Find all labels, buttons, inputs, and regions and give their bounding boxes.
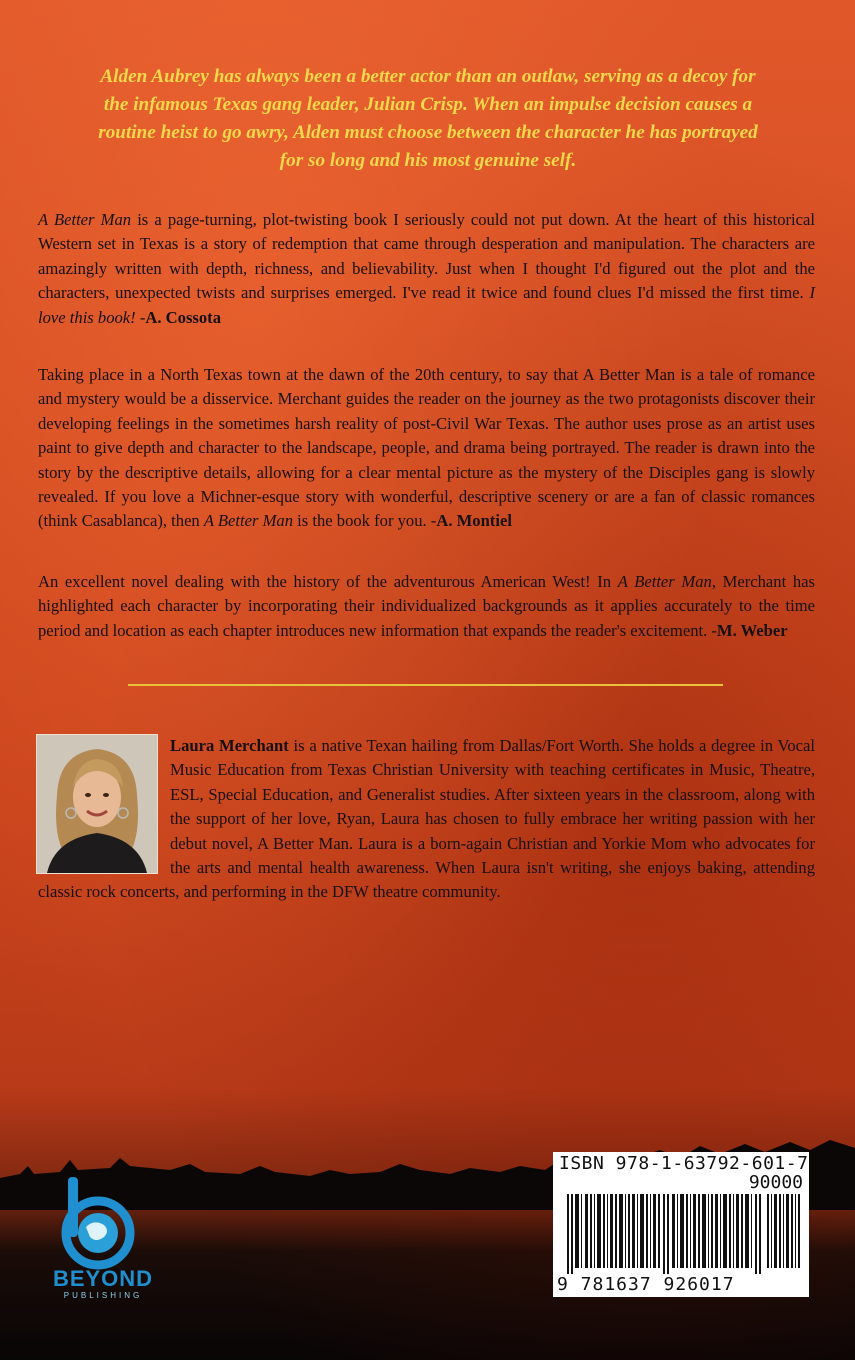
book-title: A Better Man: [617, 572, 712, 591]
review-signature: M. Weber: [716, 620, 788, 640]
review-emphasis: I love this book!: [38, 283, 815, 327]
author-bio: [38, 734, 815, 905]
book-title: A Better Man: [38, 210, 132, 229]
review-tail: is the book for you. -: [293, 511, 437, 531]
review-signature: A. Montiel: [436, 511, 512, 531]
publisher-name: BEYOND: [52, 1266, 154, 1291]
author-bio-text: is a native Texan hailing from Dallas/Fort Worth. She holds a degree in Vocal Music Education from Texas Christian University with teaching certificates in Music, Theatre, ESL, Special Education, and Generalist studies. After sixteen years in the classroom, along with the support of her love, Ryan, Laura has chosen to fully embrace her writing passion with her debut novel, A Better Man. Laura is a born-again Christian and Yorkie Mom who advocates for the arts and mental health awareness. When Laura isn't writing, she enjoys baking, attending classic rock concerts, and performing in the DFW theatre community.: [38, 736, 815, 902]
barcode-digits: 9 781637 926017: [557, 1274, 735, 1295]
isbn-barcode: [553, 1152, 809, 1297]
review-montiel: [38, 363, 815, 534]
review-tail: , Merchant has highlighted each character by incorporating their individualized backgrounds as it applies accurately to the time period and location as each chapter introduces new information that expands the reader's excitement. -: [38, 572, 815, 640]
review-signature: A. Cossota: [145, 307, 221, 327]
review-weber: [38, 570, 815, 643]
tagline: Alden Aubrey has always been a better actor than an outlaw, serving as a decoy for the infamous Texas gang leader, Julian Crisp. When an impulse decision causes a routine heist to go awry, Alden must choose between the character he has portrayed for so long and his most genuine self.: [98, 66, 758, 171]
barcode-bars-icon: [559, 1194, 803, 1274]
author-name: Laura Merchant: [170, 736, 289, 755]
review-dash: -: [135, 307, 146, 327]
book-title: A Better Man: [203, 511, 293, 531]
section-divider: [128, 684, 723, 686]
review-cossota: [38, 208, 815, 330]
publisher-subtitle: PUBLISHING: [63, 1291, 143, 1300]
review-body: An excellent novel dealing with the history of the adventurous American West! In: [38, 572, 618, 591]
review-body: Taking place in a North Texas town at the dawn of the 20th century, to say that A Better Man is a tale of romance and mystery would be a disservice. Merchant guides the reader on the journey as the two protagonists discover their developing feelings in the sometimes harsh reality of post-Civil War Texas. The author uses prose as an artist uses paint to give depth and character to the landscape, people, and drama being portrayed. The reader is drawn into the story by the descriptive details, allowing for a clear mental picture as the mystery of the Disciples gang is slowly revealed. If you love a Michner-esque story with wonderful, descriptive scenery or are a fan of classic romances (think Casablanca), then: [38, 365, 815, 531]
review-body: is a page-turning, plot-twisting book I seriously could not put down. At the heart of this historical Western set in Texas is a story of redemption that came through desperation and manipulation. The characters are amazingly written with depth, richness, and believability. Just when I thought I'd figured out the plot and the characters, unexpected twists and surprises emerged. I've read it twice and found clues I'd missed the first time.: [38, 210, 815, 303]
isbn-number: ISBN 978-1-63792-601-7: [559, 1153, 809, 1174]
price-code: 90000: [748, 1172, 803, 1193]
